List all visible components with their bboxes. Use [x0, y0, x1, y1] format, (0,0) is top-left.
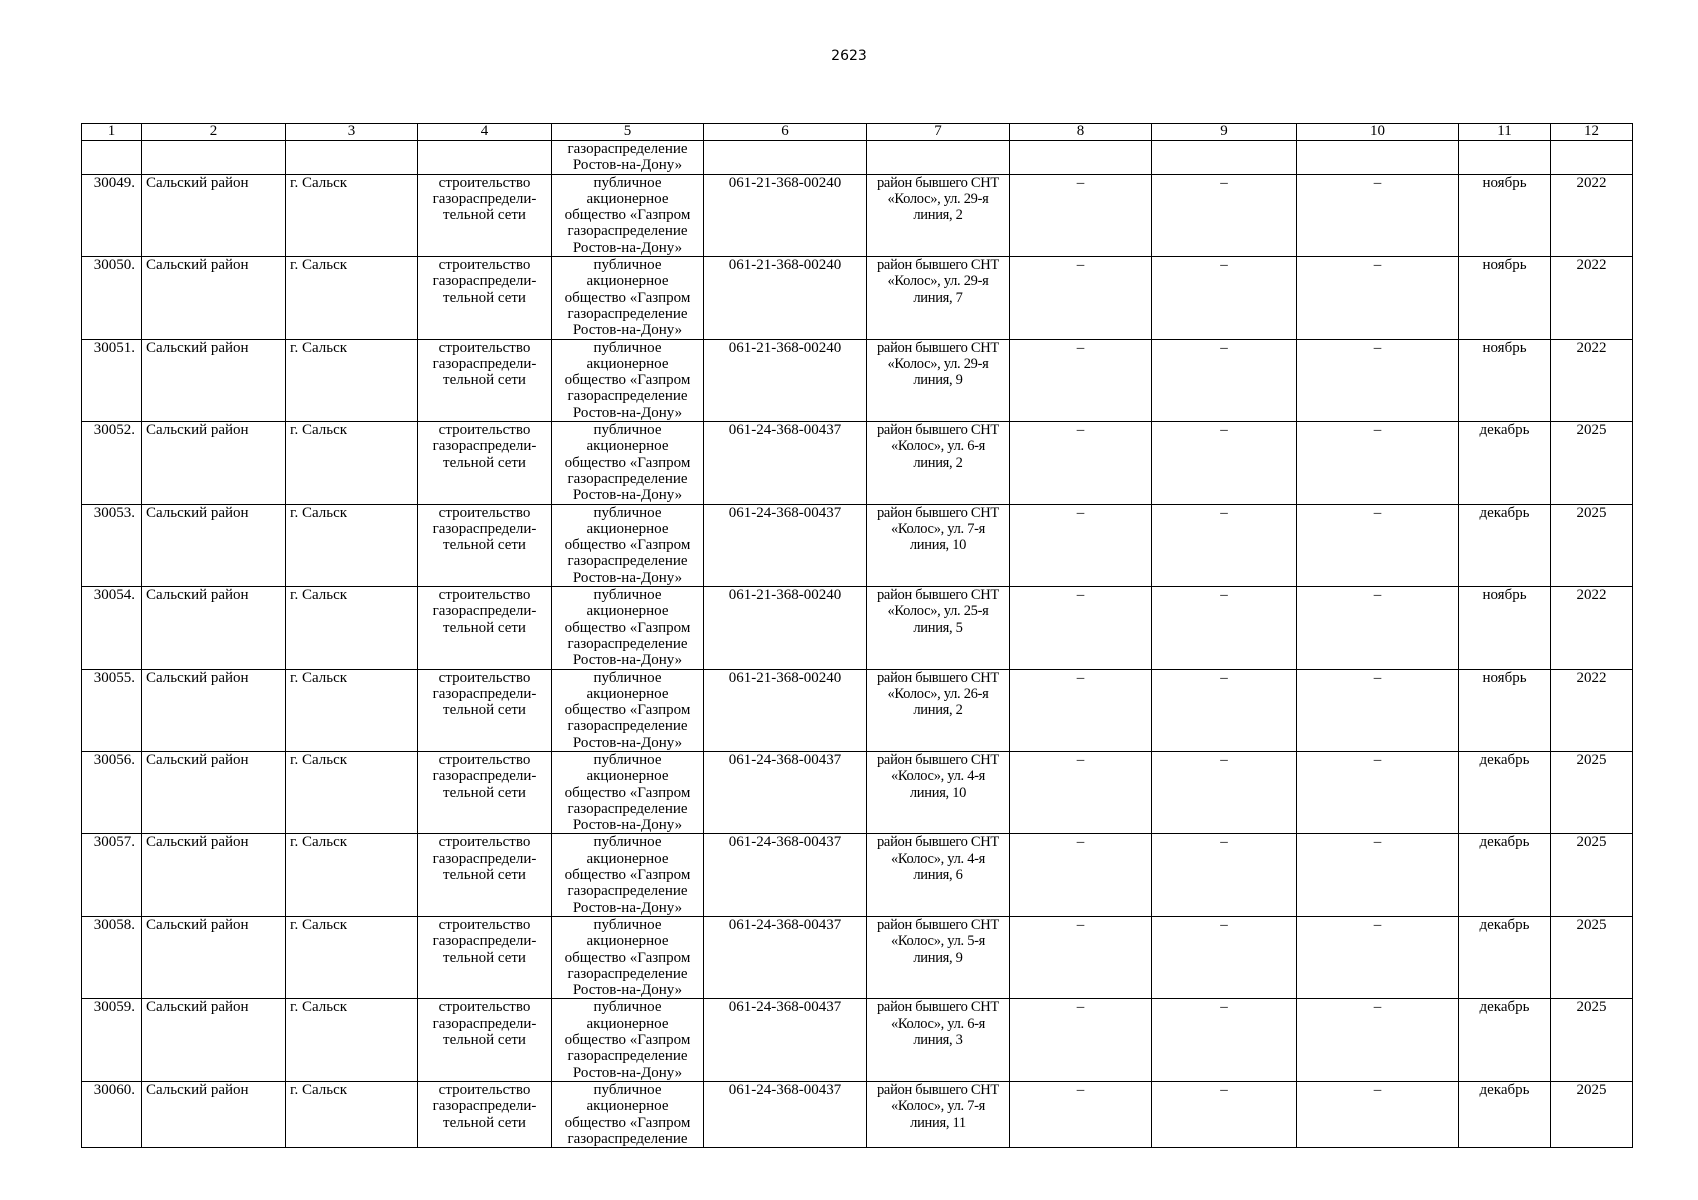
code-cell: 061-21-368-00240 — [704, 339, 867, 421]
code-cell: 061-24-368-00437 — [704, 422, 867, 504]
col8-cell: – — [1010, 751, 1152, 833]
organization-cell: публичное акционерное общество «Газпром газораспределение Ростов-на-Дону» — [552, 174, 704, 256]
district-cell: Сальский район — [142, 174, 286, 256]
month-cell: ноябрь — [1459, 339, 1551, 421]
col8-cell: – — [1010, 916, 1152, 998]
col8-cell: – — [1010, 339, 1152, 421]
month-cell: ноябрь — [1459, 174, 1551, 256]
city-cell: г. Сальск — [286, 339, 418, 421]
year-cell: 2022 — [1551, 669, 1633, 751]
col10-cell: – — [1297, 916, 1459, 998]
district-cell: Сальский район — [142, 339, 286, 421]
district-cell: Сальский район — [142, 257, 286, 339]
district-cell: Сальский район — [142, 751, 286, 833]
work-type-cell: строительство газораспредели-тельной сети — [418, 504, 552, 586]
column-header-7: 7 — [867, 124, 1010, 141]
continuation-org: газораспределение Ростов-на-Дону» — [552, 141, 704, 175]
address-cell: район бывшего СНТ «Колос», ул. 29-я линия, 2 — [867, 174, 1010, 256]
address-cell: район бывшего СНТ «Колос», ул. 26-я линия, 2 — [867, 669, 1010, 751]
row-number: 30052. — [82, 422, 142, 504]
address-cell: район бывшего СНТ «Колос», ул. 7-я линия, 11 — [867, 1081, 1010, 1147]
col10-cell: – — [1297, 1081, 1459, 1147]
col10-cell: – — [1297, 504, 1459, 586]
col9-cell: – — [1152, 339, 1297, 421]
district-cell: Сальский район — [142, 916, 286, 998]
col9-cell: – — [1152, 999, 1297, 1081]
work-type-cell: строительство газораспредели-тельной сети — [418, 257, 552, 339]
table-row — [82, 916, 1633, 998]
table-row — [82, 257, 1633, 339]
table-row-continuation — [82, 141, 1633, 175]
table-row — [82, 174, 1633, 256]
row-number: 30057. — [82, 834, 142, 916]
table-row — [82, 751, 1633, 833]
year-cell: 2022 — [1551, 339, 1633, 421]
col10-cell: – — [1297, 587, 1459, 669]
district-cell: Сальский район — [142, 999, 286, 1081]
col9-cell: – — [1152, 257, 1297, 339]
organization-cell: публичное акционерное общество «Газпром газораспределение Ростов-на-Дону» — [552, 999, 704, 1081]
city-cell: г. Сальск — [286, 587, 418, 669]
city-cell: г. Сальск — [286, 916, 418, 998]
table-row — [82, 669, 1633, 751]
table-row — [82, 834, 1633, 916]
month-cell: ноябрь — [1459, 669, 1551, 751]
work-type-cell: строительство газораспредели-тельной сети — [418, 669, 552, 751]
col8-cell: – — [1010, 999, 1152, 1081]
address-cell: район бывшего СНТ «Колос», ул. 29-я линия, 7 — [867, 257, 1010, 339]
col8-cell: – — [1010, 174, 1152, 256]
city-cell: г. Сальск — [286, 174, 418, 256]
row-number: 30055. — [82, 669, 142, 751]
district-cell: Сальский район — [142, 422, 286, 504]
work-type-cell: строительство газораспредели-тельной сети — [418, 587, 552, 669]
table-row — [82, 1081, 1633, 1147]
row-number: 30049. — [82, 174, 142, 256]
table-row — [82, 504, 1633, 586]
year-cell: 2025 — [1551, 1081, 1633, 1147]
code-cell: 061-21-368-00240 — [704, 257, 867, 339]
work-type-cell: строительство газораспредели-тельной сети — [418, 339, 552, 421]
row-number: 30058. — [82, 916, 142, 998]
page-number: 2623 — [831, 48, 867, 64]
col8-cell: – — [1010, 834, 1152, 916]
col10-cell: – — [1297, 257, 1459, 339]
month-cell: декабрь — [1459, 834, 1551, 916]
code-cell: 061-21-368-00240 — [704, 587, 867, 669]
work-type-cell: строительство газораспредели-тельной сети — [418, 834, 552, 916]
organization-cell: публичное акционерное общество «Газпром газораспределение Ростов-на-Дону» — [552, 587, 704, 669]
year-cell: 2025 — [1551, 751, 1633, 833]
district-cell: Сальский район — [142, 587, 286, 669]
code-cell: 061-24-368-00437 — [704, 751, 867, 833]
address-cell: район бывшего СНТ «Колос», ул. 7-я линия, 10 — [867, 504, 1010, 586]
column-header-2: 2 — [142, 124, 286, 141]
col9-cell: – — [1152, 669, 1297, 751]
table-row — [82, 339, 1633, 421]
year-cell: 2022 — [1551, 587, 1633, 669]
col9-cell: – — [1152, 751, 1297, 833]
col8-cell: – — [1010, 422, 1152, 504]
year-cell: 2022 — [1551, 174, 1633, 256]
table-body — [82, 141, 1633, 1148]
code-cell: 061-24-368-00437 — [704, 1081, 867, 1147]
organization-cell: публичное акционерное общество «Газпром газораспределение Ростов-на-Дону» — [552, 834, 704, 916]
work-type-cell: строительство газораспредели-тельной сети — [418, 999, 552, 1081]
address-cell: район бывшего СНТ «Колос», ул. 29-я линия, 9 — [867, 339, 1010, 421]
col10-cell: – — [1297, 339, 1459, 421]
organization-cell: публичное акционерное общество «Газпром газораспределение Ростов-на-Дону» — [552, 504, 704, 586]
column-header-1: 1 — [82, 124, 142, 141]
col8-cell: – — [1010, 587, 1152, 669]
table-row — [82, 587, 1633, 669]
table-row — [82, 422, 1633, 504]
organization-cell: публичное акционерное общество «Газпром газораспределение Ростов-на-Дону» — [552, 916, 704, 998]
table-row — [82, 999, 1633, 1081]
column-header-4: 4 — [418, 124, 552, 141]
column-header-12: 12 — [1551, 124, 1633, 141]
column-header-3: 3 — [286, 124, 418, 141]
year-cell: 2025 — [1551, 504, 1633, 586]
month-cell: декабрь — [1459, 999, 1551, 1081]
district-cell: Сальский район — [142, 504, 286, 586]
work-type-cell: строительство газораспредели-тельной сети — [418, 916, 552, 998]
column-header-9: 9 — [1152, 124, 1297, 141]
column-header-6: 6 — [704, 124, 867, 141]
month-cell: декабрь — [1459, 422, 1551, 504]
col10-cell: – — [1297, 669, 1459, 751]
city-cell: г. Сальск — [286, 504, 418, 586]
col10-cell: – — [1297, 999, 1459, 1081]
row-number: 30060. — [82, 1081, 142, 1147]
month-cell: декабрь — [1459, 1081, 1551, 1147]
address-cell: район бывшего СНТ «Колос», ул. 5-я линия, 9 — [867, 916, 1010, 998]
address-cell: район бывшего СНТ «Колос», ул. 6-я линия, 2 — [867, 422, 1010, 504]
city-cell: г. Сальск — [286, 1081, 418, 1147]
code-cell: 061-24-368-00437 — [704, 999, 867, 1081]
column-header-8: 8 — [1010, 124, 1152, 141]
year-cell: 2025 — [1551, 916, 1633, 998]
city-cell: г. Сальск — [286, 669, 418, 751]
district-cell: Сальский район — [142, 1081, 286, 1147]
organization-cell: публичное акционерное общество «Газпром газораспределение Ростов-на-Дону» — [552, 422, 704, 504]
work-type-cell: строительство газораспредели-тельной сети — [418, 1081, 552, 1147]
code-cell: 061-21-368-00240 — [704, 174, 867, 256]
col9-cell: – — [1152, 1081, 1297, 1147]
code-cell: 061-24-368-00437 — [704, 504, 867, 586]
address-cell: район бывшего СНТ «Колос», ул. 6-я линия, 3 — [867, 999, 1010, 1081]
row-number: 30056. — [82, 751, 142, 833]
month-cell: ноябрь — [1459, 257, 1551, 339]
organization-cell: публичное акционерное общество «Газпром газораспределение Ростов-на-Дону» — [552, 339, 704, 421]
organization-cell: публичное акционерное общество «Газпром газораспределение Ростов-на-Дону» — [552, 669, 704, 751]
col10-cell: – — [1297, 174, 1459, 256]
col9-cell: – — [1152, 174, 1297, 256]
organization-cell: публичное акционерное общество «Газпром газораспределение — [552, 1081, 704, 1147]
district-cell: Сальский район — [142, 669, 286, 751]
address-cell: район бывшего СНТ «Колос», ул. 4-я линия, 6 — [867, 834, 1010, 916]
work-type-cell: строительство газораспредели-тельной сети — [418, 174, 552, 256]
col10-cell: – — [1297, 751, 1459, 833]
col8-cell: – — [1010, 504, 1152, 586]
data-table — [81, 123, 1633, 1148]
organization-cell: публичное акционерное общество «Газпром газораспределение Ростов-на-Дону» — [552, 257, 704, 339]
month-cell: декабрь — [1459, 504, 1551, 586]
col9-cell: – — [1152, 834, 1297, 916]
column-header-10: 10 — [1297, 124, 1459, 141]
col9-cell: – — [1152, 504, 1297, 586]
col8-cell: – — [1010, 669, 1152, 751]
work-type-cell: строительство газораспредели-тельной сети — [418, 422, 552, 504]
address-cell: район бывшего СНТ «Колос», ул. 4-я линия, 10 — [867, 751, 1010, 833]
city-cell: г. Сальск — [286, 999, 418, 1081]
col10-cell: – — [1297, 422, 1459, 504]
column-header-11: 11 — [1459, 124, 1551, 141]
city-cell: г. Сальск — [286, 257, 418, 339]
code-cell: 061-24-368-00437 — [704, 834, 867, 916]
col8-cell: – — [1010, 257, 1152, 339]
year-cell: 2022 — [1551, 257, 1633, 339]
city-cell: г. Сальск — [286, 751, 418, 833]
row-number: 30059. — [82, 999, 142, 1081]
row-number: 30054. — [82, 587, 142, 669]
city-cell: г. Сальск — [286, 422, 418, 504]
month-cell: декабрь — [1459, 916, 1551, 998]
col9-cell: – — [1152, 422, 1297, 504]
col9-cell: – — [1152, 916, 1297, 998]
row-number: 30053. — [82, 504, 142, 586]
year-cell: 2025 — [1551, 422, 1633, 504]
year-cell: 2025 — [1551, 999, 1633, 1081]
col10-cell: – — [1297, 834, 1459, 916]
row-number: 30050. — [82, 257, 142, 339]
district-cell: Сальский район — [142, 834, 286, 916]
code-cell: 061-24-368-00437 — [704, 916, 867, 998]
col9-cell: – — [1152, 587, 1297, 669]
address-cell: район бывшего СНТ «Колос», ул. 25-я линия, 5 — [867, 587, 1010, 669]
column-header-5: 5 — [552, 124, 704, 141]
year-cell: 2025 — [1551, 834, 1633, 916]
work-type-cell: строительство газораспредели-тельной сети — [418, 751, 552, 833]
code-cell: 061-21-368-00240 — [704, 669, 867, 751]
organization-cell: публичное акционерное общество «Газпром газораспределение Ростов-на-Дону» — [552, 751, 704, 833]
row-number: 30051. — [82, 339, 142, 421]
col8-cell: – — [1010, 1081, 1152, 1147]
column-number-row — [82, 124, 1633, 141]
city-cell: г. Сальск — [286, 834, 418, 916]
month-cell: декабрь — [1459, 751, 1551, 833]
month-cell: ноябрь — [1459, 587, 1551, 669]
